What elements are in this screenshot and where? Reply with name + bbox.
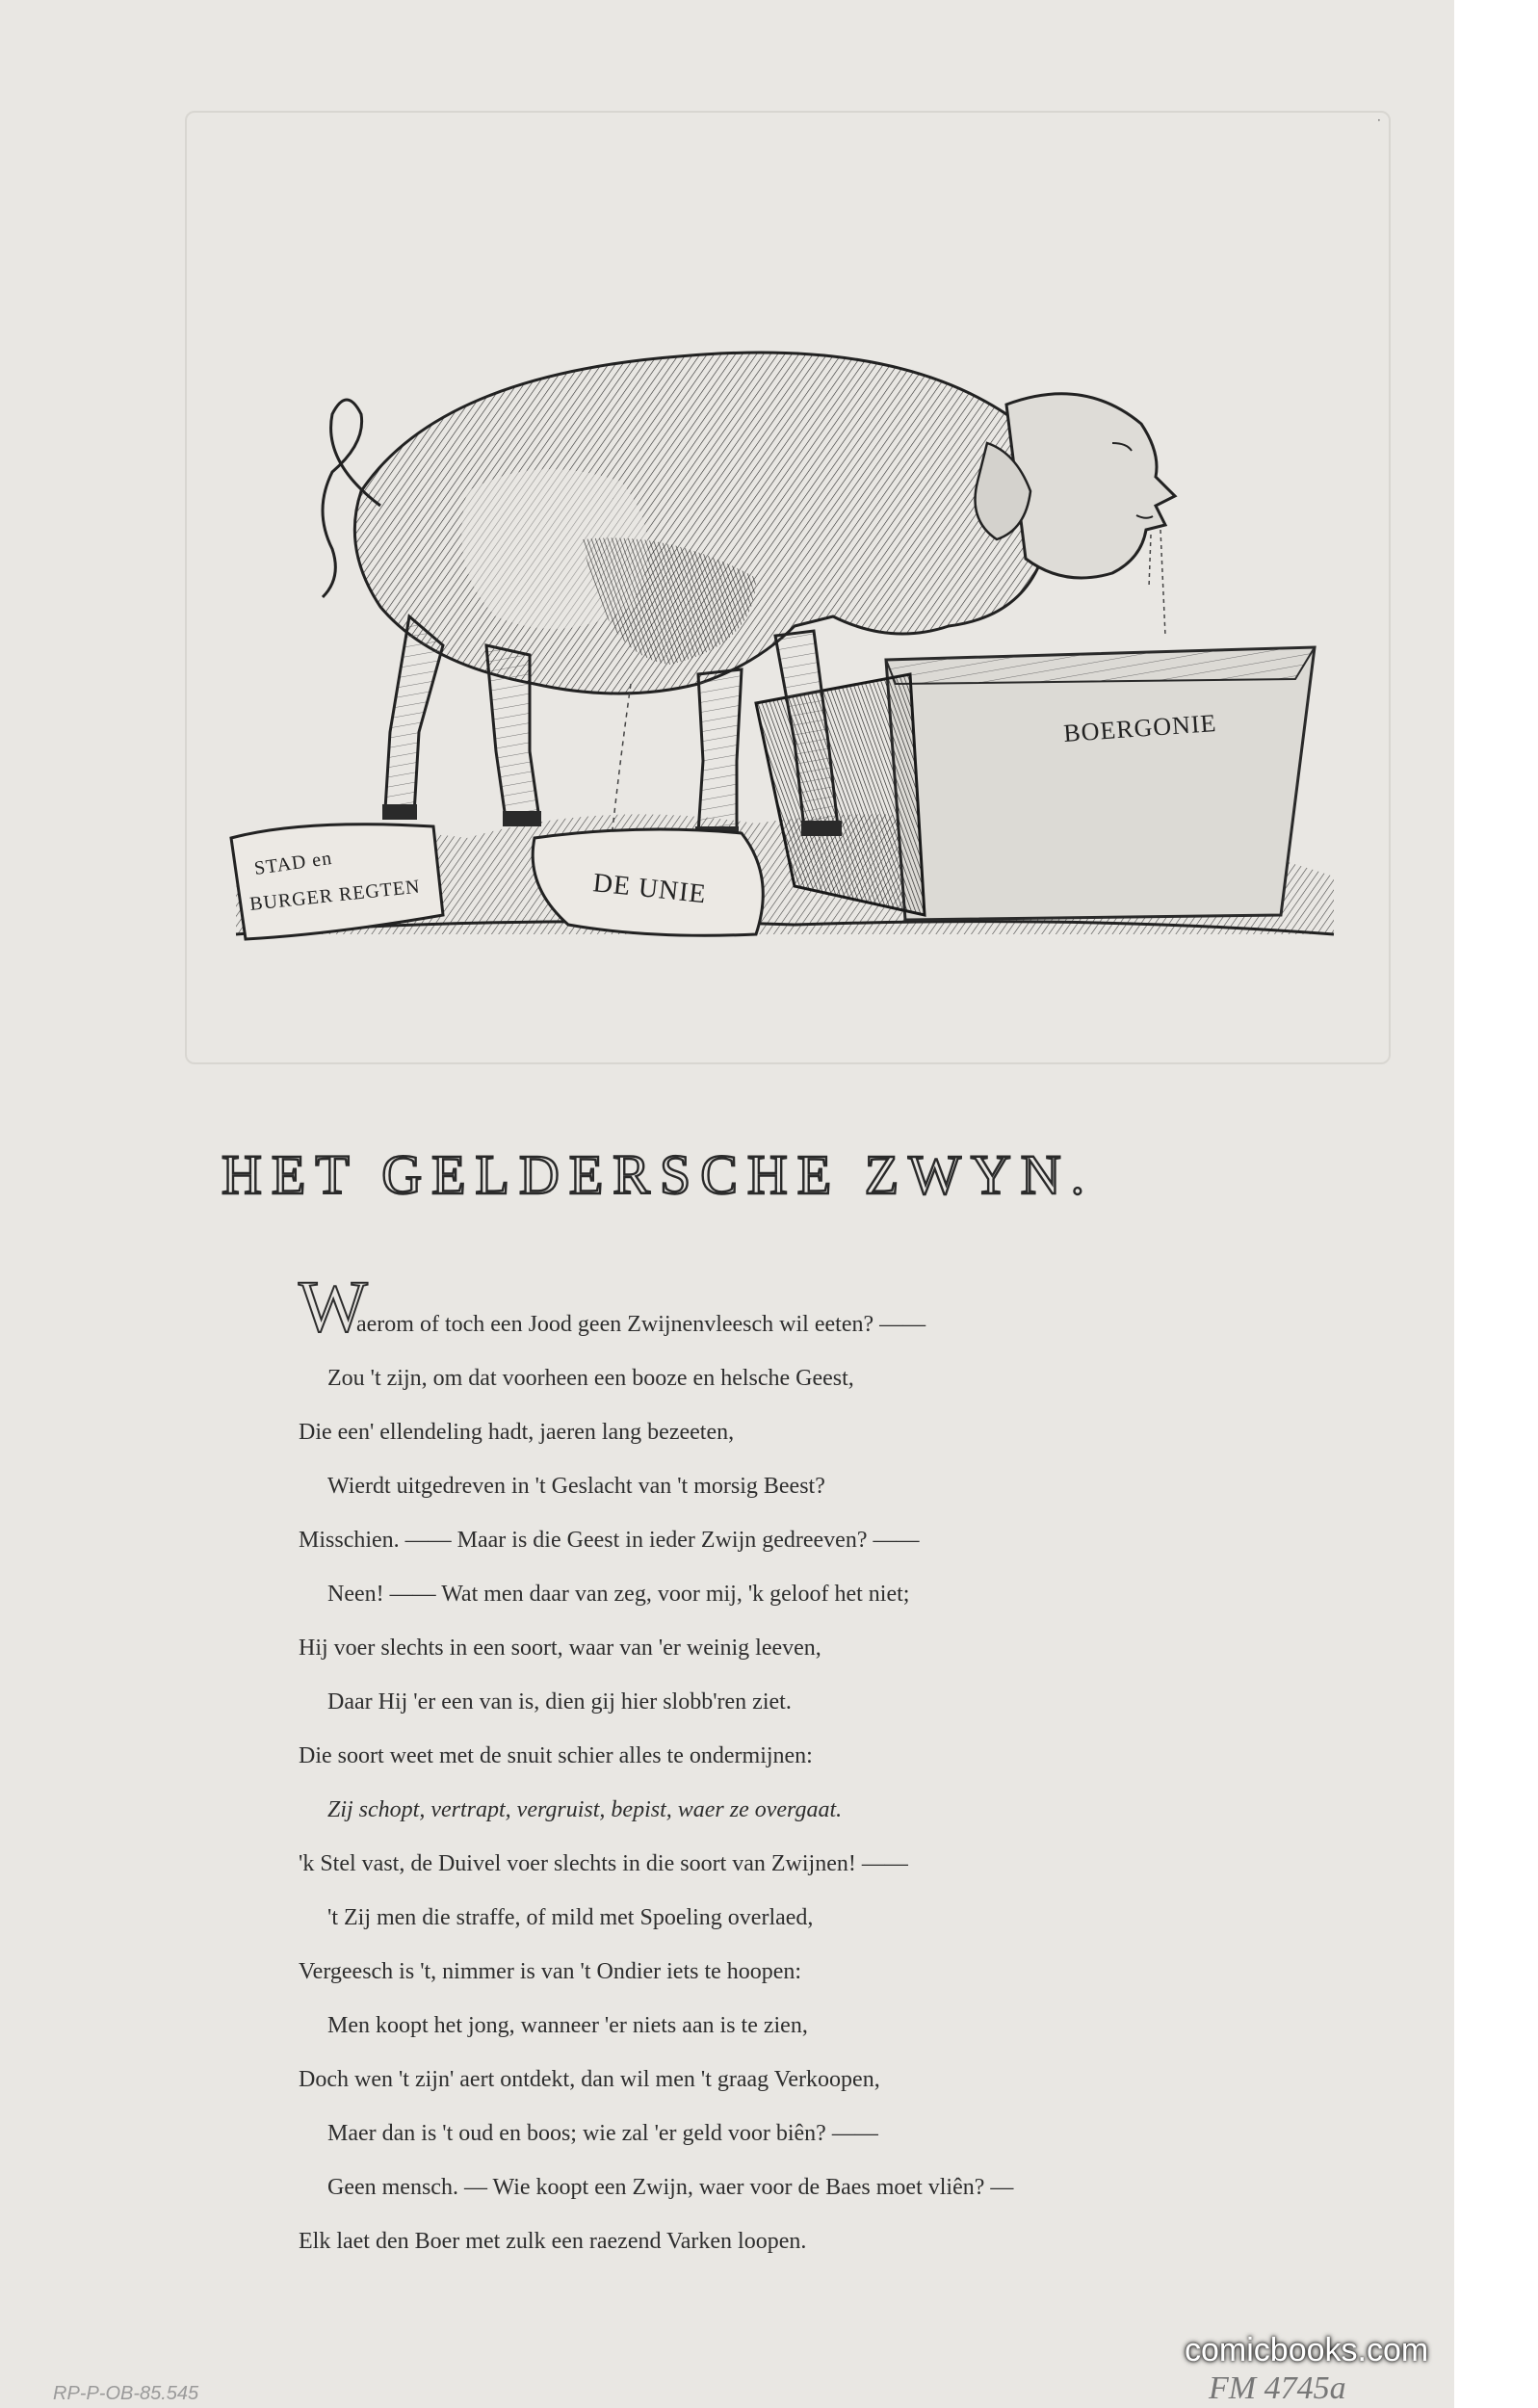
poem-line-16: Maer dan is 't oud en boos; wie zal 'er geld voor biên? ——	[327, 2121, 878, 2146]
poem-line-15: Doch wen 't zijn' aert ontdekt, dan wil men 't graag Verkoopen,	[299, 2067, 880, 2092]
poem-line-2: Zou 't zijn, om dat voorheen een booze en helsche Geest,	[327, 1366, 854, 1391]
poem-line-7: Hij voer slechts in een soort, waar van 'er weinig leeven,	[299, 1636, 821, 1661]
poem-line-11: 'k Stel vast, de Duivel voer slechts in die soort van Zwijnen! ——	[299, 1851, 908, 1876]
engraving-pig-illustration	[217, 299, 1353, 973]
poem-line-6: Neen! —— Wat men daar van zeg, voor mij, 'k geloof het niet;	[327, 1582, 910, 1607]
trough-label: BOERGONIE	[1062, 708, 1218, 747]
poem-line-14: Men koopt het jong, wanneer 'er niets aan is te zien,	[327, 2013, 808, 2038]
poem-line-13: Vergeesch is 't, nimmer is van 't Ondier iets te hoopen:	[299, 1959, 802, 1984]
scroll-union-label: DE UNIE	[591, 868, 709, 910]
poem-line-18: Elk laet den Boer met zulk een raezend Varken loopen.	[299, 2229, 807, 2254]
poem-line-1: aerom of toch een Jood geen Zwijnenvleesch wil eeten? ——	[356, 1312, 926, 1337]
poem-line-8: Daar Hij 'er een van is, dien gij hier slobb'ren ziet.	[327, 1689, 792, 1714]
poem	[299, 1267, 1290, 2278]
scroll-rights-line2: BURGER REGTEN	[248, 876, 422, 915]
handwritten-note: FM 4745a	[1209, 2370, 1346, 2406]
poem-line-5: Misschien. —— Maar is die Geest in ieder Zwijn gedreeven? ——	[299, 1528, 920, 1553]
poem-line-9: Die soort weet met de snuit schier alles te ondermijnen:	[299, 1743, 813, 1768]
scroll-rights-line1: STAD en	[252, 847, 334, 879]
plate-corner-mark: ·	[1377, 114, 1381, 127]
poem-dropcap: W	[299, 1267, 368, 1348]
poem-line-12: 't Zij men die straffe, of mild met Spoeling overlaed,	[327, 1905, 814, 1930]
poem-line-10: Zij schopt, vertrapt, vergruist, bepist, waer ze overgaat.	[327, 1797, 843, 1822]
scroll-union	[533, 829, 763, 935]
poem-line-17: Geen mensch. — Wie koopt een Zwijn, waer voor de Baes moet vliên? —	[327, 2175, 1014, 2200]
page-title: HET GELDERSCHE ZWYN.	[222, 1143, 1095, 1206]
inventory-number: RP-P-OB-85.545	[53, 2383, 199, 2404]
poem-line-3: Die een' ellendeling hadt, jaeren lang bezeeten,	[299, 1420, 735, 1445]
trough	[756, 647, 1315, 920]
site-watermark: comicbooks.com	[1185, 2332, 1429, 2369]
poem-line-4: Wierdt uitgedreven in 't Geslacht van 't morsig Beest?	[327, 1474, 825, 1499]
